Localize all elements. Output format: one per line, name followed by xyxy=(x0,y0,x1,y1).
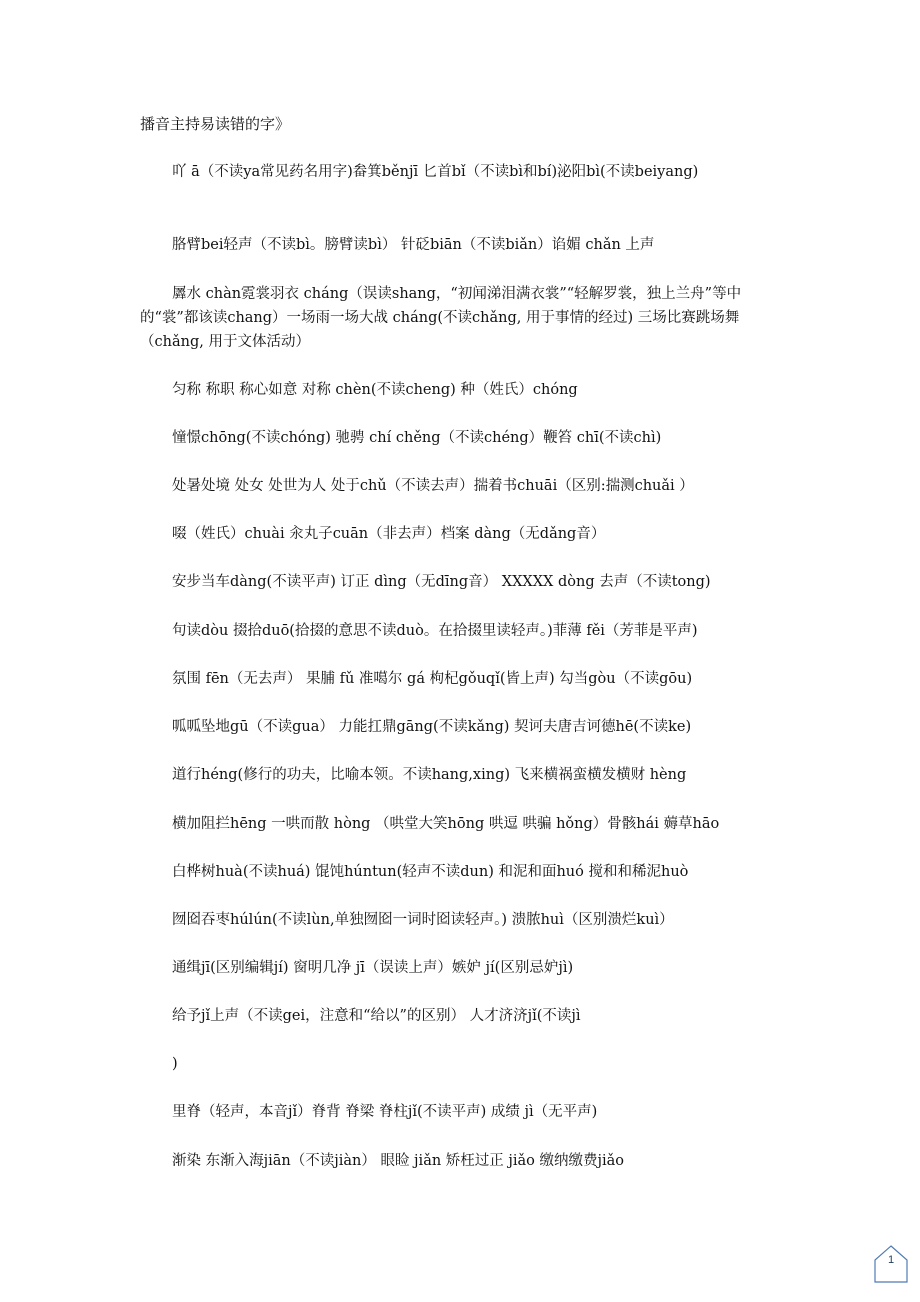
text-line-5: 憧憬chōng(不读chóng) 驰骋 chí chěng（不读chéng）鞭笞 chī(不读chì) xyxy=(172,430,662,446)
text-line-8: 安步当车dàng(不读平声) 订正 dìng（无dīng音） XXXXX dòng 去声（不读tong) xyxy=(172,574,711,590)
text-line-4: 匀称 称职 称心如意 对称 chèn(不读cheng) 种（姓氏）chóng xyxy=(172,382,578,398)
text-line-6: 处暑处境 处女 处世为人 处于chǔ（不读去声）揣着书chuāi（区别:揣测chuǎi ） xyxy=(172,478,694,494)
document-title: 播音主持易读错的字》 xyxy=(140,115,291,133)
text-line-13: 横加阻拦hēng 一哄而散 hòng （哄堂大笑hōng 哄逗 哄骗 hǒng）骨骸hái 薅草hāo xyxy=(172,816,720,832)
text-line-10: 氛围 fēn（无去声） 果脯 fǔ 准噶尔 gá 枸杞gǒuqǐ(皆上声) 勾当gòu（不读gōu) xyxy=(172,671,693,687)
text-line-12: 道行héng(修行的功夫，比喻本领。不读hang,xing) 飞来横祸蛮横发横财 hèng xyxy=(172,767,687,783)
text-line-1: 吖 ā（不读ya常见药名用字)畚箕běnjī 匕首bǐ（不读bì和bí)泌阳bì(不读beiyang) xyxy=(172,164,699,180)
text-line-7: 啜（姓氏）chuài 汆丸子cuān（非去声）档案 dàng（无dǎng音） xyxy=(172,526,606,542)
page-number: 1 xyxy=(887,1254,895,1266)
text-line-17: 给予jǐ上声（不读gei，注意和“给以”的区别） 人才济济jǐ(不读jì xyxy=(172,1008,581,1024)
text-line-20: 渐染 东渐入海jiān（不读jiàn） 眼睑 jiǎn 矫枉过正 jiǎo 缴纳缴费jiǎo xyxy=(172,1153,625,1169)
text-line-18: ) xyxy=(172,1056,178,1072)
text-line-3: 羼水 chàn霓裳羽衣 cháng（误读shang，“初闻涕泪满衣裳”“轻解罗裳，独上兰舟”等中的“裳”都该读chang）一场雨一场大战 cháng(不读chǎng, 用于事情的经过) 三场比赛跳场舞（chǎng, 用于文体活动） xyxy=(140,286,742,350)
text-line-19: 里脊（轻声，本音jǐ）脊背 脊梁 脊柱jǐ(不读平声) 成绩 jì（无平声) xyxy=(172,1104,598,1120)
page-number-badge xyxy=(872,1244,910,1284)
text-line-16: 通缉jī(区别编辑jí) 窗明几净 jī（误读上声）嫉妒 jí(区别忌妒jì) xyxy=(172,960,574,976)
text-line-15: 囫囵吞枣húlún(不读lùn,单独囫囵一词时囵读轻声。) 溃脓huì（区别溃烂kuì） xyxy=(172,912,674,928)
text-line-2: 胳臂bei轻声（不读bì。膀臂读bì） 针砭biān（不读biǎn）谄媚 chǎn 上声 xyxy=(172,237,655,253)
text-line-9: 句读dòu 掇拾duō(拾掇的意思不读duò。在拾掇里读轻声。)菲薄 fěi（芳菲是平声) xyxy=(172,623,698,639)
text-line-14: 白桦树huà(不读huá) 馄饨húntun(轻声不读dun) 和泥和面huó 搅和和稀泥huò xyxy=(172,864,689,880)
text-line-11: 呱呱坠地gū（不读gua） 力能扛鼎gāng(不读kǎng) 契诃夫唐吉诃德hē(不读ke) xyxy=(172,719,692,735)
